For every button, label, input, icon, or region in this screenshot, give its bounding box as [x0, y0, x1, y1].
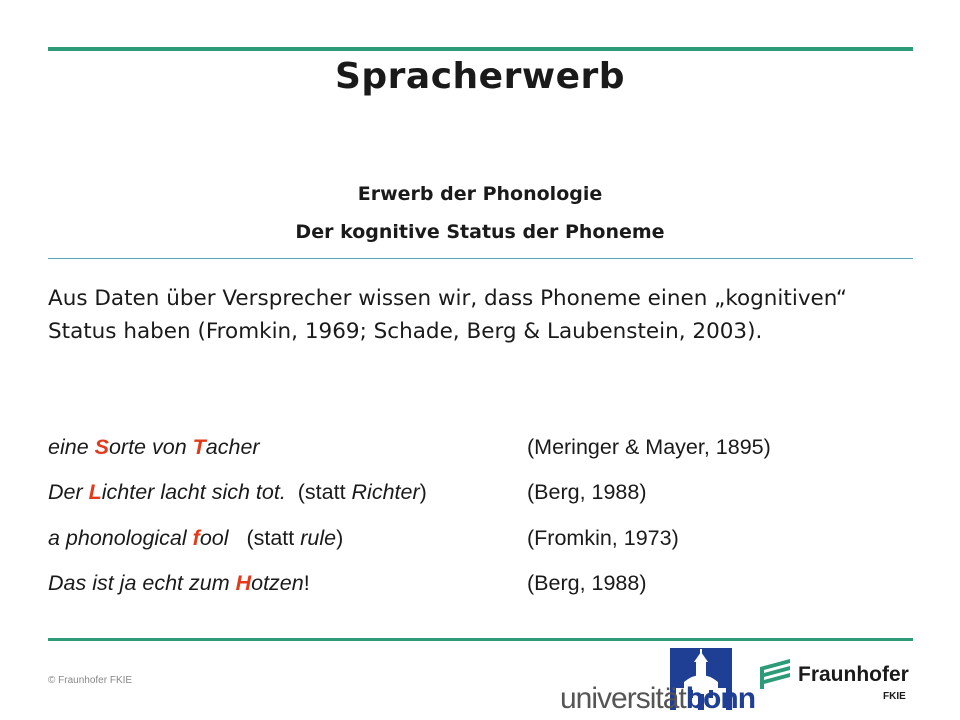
slide-title: Spracherwerb [334, 56, 626, 97]
example-4-reference: (Berg, 1988) [527, 571, 647, 595]
example-1-reference: (Meringer & Mayer, 1895) [527, 435, 771, 459]
bottom-rule [48, 638, 913, 641]
example-2: Der Lichter lacht sich tot. (statt Richter) [48, 480, 427, 504]
example-3-reference: (Fromkin, 1973) [527, 526, 679, 550]
example-4: Das ist ja echt zum Hotzen! [48, 571, 310, 595]
subtitle-cognitive-status: Der kognitive Status der Phoneme [295, 221, 665, 243]
fraunhofer-mark-icon [760, 659, 794, 689]
example-3: a phonological fool (statt rule) [48, 526, 344, 550]
example-1: eine Sorte von Tacher [48, 435, 260, 459]
top-rule [48, 47, 913, 51]
example-2-reference: (Berg, 1988) [527, 480, 647, 504]
subtitle-phonology: Erwerb der Phonologie [357, 183, 603, 205]
uni-bonn-wordmark: universitätbonn [560, 682, 756, 715]
copyright-notice: © Fraunhofer FKIE [48, 675, 133, 686]
uni-bonn-logo [560, 648, 756, 715]
fkie-label: FKIE [883, 691, 906, 702]
fraunhofer-wordmark: Fraunhofer [798, 663, 909, 686]
intro-paragraph: Aus Daten über Versprecher wissen wir, dass Phoneme einen „kognitiven“ Status haben (Fromkin, 1969; Schade, Berg & Laubenstein, 2003). [48, 286, 847, 344]
section-rule [48, 258, 913, 259]
fraunhofer-logo [760, 657, 920, 712]
